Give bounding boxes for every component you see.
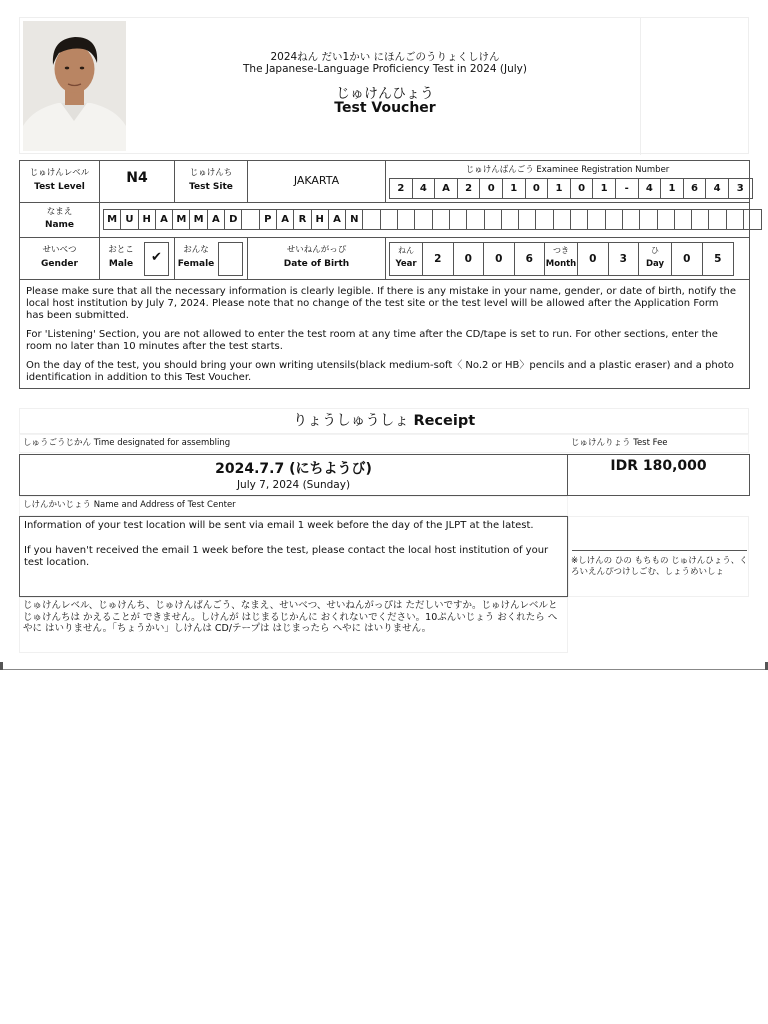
dob-month-label: つき Month: [545, 243, 578, 275]
name-char-box: [623, 210, 640, 229]
male-checkbox: ✔: [144, 242, 169, 276]
name-char-box: A: [277, 210, 294, 229]
registration-char-box: 1: [661, 179, 684, 198]
registration-char-box: 1: [548, 179, 571, 198]
registration-number-cell: [385, 161, 749, 202]
dob-year-digit: 0: [454, 243, 485, 275]
note-paragraph: On the day of the test, you should bring your own writing utensils(black medium-soft〈 No.2 or HB〉pencils and a plastic eraser) and a photo identification in addition to this Test Voucher.: [26, 360, 734, 383]
test-fee-value: IDR 180,000: [567, 454, 750, 496]
dob-month-digit: 3: [609, 243, 640, 275]
name-char-box: N: [346, 210, 363, 229]
sheet-corner: [0, 662, 3, 670]
name-char-box: [692, 210, 709, 229]
receipt-title: [19, 408, 749, 434]
test-center-box: [19, 516, 568, 597]
name-char-box: [450, 210, 467, 229]
name-char-box: U: [121, 210, 138, 229]
registration-char-box: 1: [503, 179, 526, 198]
registration-char-box: 4: [639, 179, 662, 198]
test-site-label: じゅけんち Test Site: [174, 161, 247, 202]
registration-char-box: 6: [684, 179, 707, 198]
name-char-box: [727, 210, 744, 229]
test-level-value: N4: [126, 170, 148, 186]
name-char-box: [415, 210, 432, 229]
name-char-box: [363, 210, 380, 229]
name-char-box: [588, 210, 605, 229]
registration-number-label: じゅけんばんごう Examinee Registration Number: [465, 165, 670, 175]
examinee-photo: [23, 21, 126, 151]
name-char-box: A: [208, 210, 225, 229]
name-char-box: [658, 210, 675, 229]
registration-char-box: 4: [706, 179, 729, 198]
voucher-header: [19, 17, 749, 154]
registration-char-box: -: [616, 179, 639, 198]
name-char-box: M: [190, 210, 207, 229]
test-site-value-cell: [247, 161, 385, 202]
name-char-box: [675, 210, 692, 229]
dob-day-digit: 0: [672, 243, 703, 275]
dob-day-digit: 5: [714, 253, 722, 265]
assembly-date-jp: 2024.7.7 (にちようび): [215, 461, 372, 477]
stamp-area: [568, 516, 749, 597]
note-paragraph: Please make sure that all the necessary information is clearly legible. If there is any mistake in your name, gender, or date of birth, notify the local host institution by July 7, 2024. Please note that no change of the test site or the test level will be allowed after the Application Form has been submitted.: [26, 286, 737, 321]
assembly-time-box: [19, 454, 568, 496]
name-char-box: [433, 210, 450, 229]
examinee-info-table: [19, 160, 750, 389]
registration-char-box: 3: [736, 183, 744, 194]
name-char-box: [485, 210, 502, 229]
name-char-box: [536, 210, 553, 229]
name-char-box: M: [173, 210, 190, 229]
voucher-notes: [26, 286, 738, 391]
registration-char-box: 0: [480, 179, 503, 198]
bottom-notice-jp: じゅけんレベル、じゅけんち、じゅけんばんごう、なまえ、せいべつ、せいねんがっぴは ただしいですか。じゅけんレベルとじゅけんちは かえることが できません。しけんが はじまるじかんに おくれないでください。10ぷんいじょう おくれたら へやに はいりません。「ちょうかい」しけんは CD/テープは はじまったら へやに はいりません。: [19, 597, 568, 653]
name-char-box: P: [260, 210, 277, 229]
name-char-box: H: [139, 210, 156, 229]
name-char-box: H: [312, 210, 329, 229]
dob-year-digit: 6: [515, 243, 546, 275]
test-level-value-cell: [99, 161, 174, 202]
gender-label: せいべつ Gender: [41, 245, 78, 269]
name-char-box: [554, 210, 571, 229]
assembly-time-label: しゅうごうじかん Time designated for assembling: [23, 438, 231, 448]
dob-label: せいねんがっぴ Date of Birth: [247, 238, 385, 279]
header-line-en: The Japanese-Language Proficiency Test in 2024 (July): [243, 63, 527, 75]
registration-char-box: 2: [458, 179, 481, 198]
name-char-box: [640, 210, 657, 229]
name-char-box: [502, 210, 519, 229]
name-value-cell: [99, 203, 749, 237]
name-char-box: D: [225, 210, 242, 229]
name-char-box: [398, 210, 415, 229]
registration-char-box: 0: [526, 179, 549, 198]
female-label: おんな Female: [174, 238, 217, 279]
receipt-title-jp: りょうしゅうしょ: [292, 413, 409, 429]
name-label: なまえ Name: [44, 207, 75, 230]
info-row-name: [20, 203, 749, 238]
voucher-title-jp: じゅけんひょう: [336, 86, 434, 102]
info-row-level-site: [20, 161, 749, 203]
registration-char-box: 4: [413, 179, 436, 198]
test-fee-label: じゅけんりょう Test Fee: [571, 438, 668, 448]
registration-char-box: 0: [571, 179, 594, 198]
voucher-title-en: Test Voucher: [334, 100, 436, 116]
name-char-box: [467, 210, 484, 229]
note-paragraph: For 'Listening' Section, you are not allowed to enter the test room at any time after the CD/tape is set to run. For other sections, enter the room no later than 10 minutes after the test starts.: [26, 329, 718, 352]
header-blank-box: [640, 18, 750, 155]
male-label: おとこ Male: [99, 238, 142, 279]
name-char-box: [709, 210, 726, 229]
name-char-box: [519, 210, 536, 229]
test-center-line: If you haven't received the email 1 week before the test, please contact the local host institution of your test location.: [24, 545, 549, 568]
registration-number-boxes: [389, 178, 753, 199]
name-char-box: [606, 210, 623, 229]
dob-year-digit: 0: [484, 243, 515, 275]
info-row-gender-dob: [20, 238, 749, 280]
name-char-box: A: [156, 210, 173, 229]
name-char-box: [381, 210, 398, 229]
dob-month-digit: 0: [578, 243, 609, 275]
registration-char-box: A: [435, 179, 458, 198]
registration-char-box: 2: [390, 179, 413, 198]
stamp-divider: [572, 550, 747, 551]
header-line-jp: 2024ねん だい1かい にほんごのうりょくしけん: [270, 51, 500, 63]
female-checkbox: [218, 242, 243, 276]
dob-value-cell: [385, 238, 749, 279]
assembly-date-en: July 7, 2024 (Sunday): [236, 479, 351, 491]
dob-boxes: [389, 242, 734, 276]
name-char-box: [571, 210, 588, 229]
dob-day-label: ひ Day: [639, 243, 672, 275]
test-center-line: Information of your test location will be sent via email 1 week before the day of the JLPT at the latest.: [24, 520, 534, 531]
name-char-box: R: [294, 210, 311, 229]
dob-year-label: ねん Year: [390, 243, 423, 275]
name-char-box: M: [104, 210, 121, 229]
test-level-label: じゅけんレベル Test Level: [29, 168, 90, 192]
name-char-box: [744, 210, 761, 229]
test-site-value: JAKARTA: [293, 174, 340, 187]
test-center-label: しけんかいじょう Name and Address of Test Center: [23, 500, 236, 510]
receipt-title-en: Receipt: [413, 413, 476, 429]
name-char-box: A: [329, 210, 346, 229]
name-char-box: [242, 210, 259, 229]
registration-char-box: 1: [593, 179, 616, 198]
dob-year-digit: 2: [423, 243, 454, 275]
header-text: [130, 18, 640, 155]
name-boxes: [103, 209, 762, 230]
items-to-bring-note: ※しけんの ひの もちもの じゅけんひょう、くろいえんぴつけしごむ、しょうめいしょ: [571, 556, 748, 577]
